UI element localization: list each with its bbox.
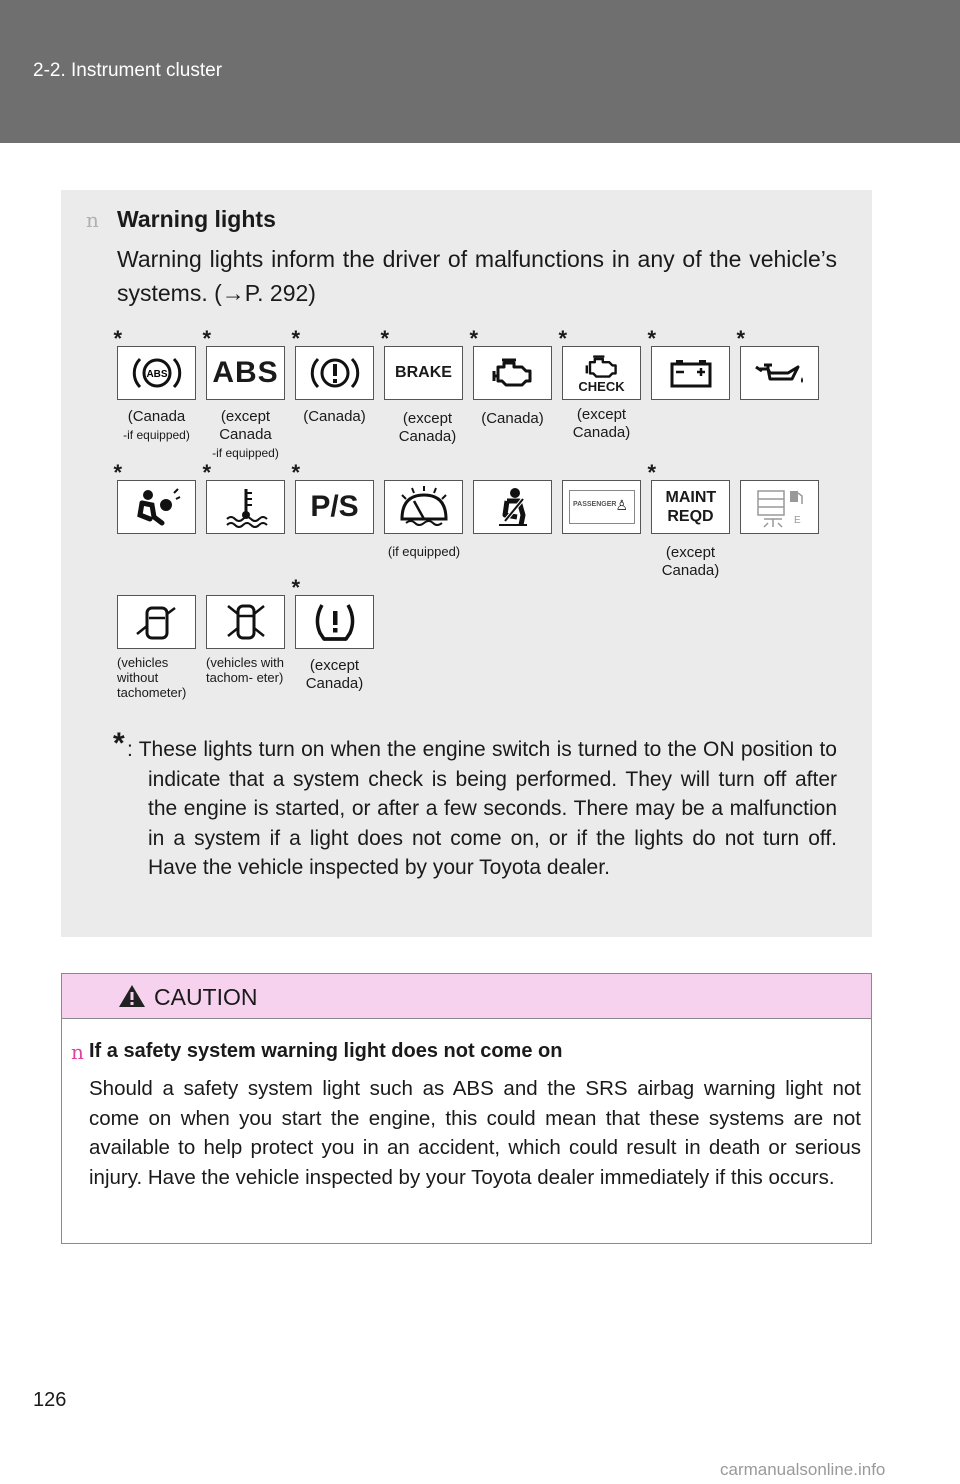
low-fuel-icon <box>752 485 808 529</box>
label-except-canada: (except Canada) <box>661 544 720 579</box>
bullet-marker: n <box>71 1040 84 1064</box>
warning-lights-heading: Warning lights <box>117 206 276 232</box>
caution-title: CAUTION <box>154 984 258 1010</box>
system-check-asterisk: * <box>469 326 478 351</box>
system-check-asterisk: * <box>736 326 745 351</box>
caution-subheading: If a safety system warning light does not come on <box>89 1040 563 1062</box>
label-canada: (Canada) <box>303 408 366 425</box>
label-if-equipped: -if equipped) <box>212 446 279 460</box>
system-check-asterisk: * <box>647 460 656 485</box>
system-check-asterisk: * <box>647 326 656 351</box>
brake-circle-icon <box>310 351 360 395</box>
label-except-canada: (except Canada) <box>572 406 631 441</box>
warning-lights-intro: Warning lights inform the driver of malfunctions in any of the vehicle’s systems. (→P. 292) <box>117 246 837 306</box>
system-check-asterisk: * <box>380 326 389 351</box>
system-check-asterisk: * <box>202 326 211 351</box>
brake-text-icon: BRAKE <box>395 364 452 381</box>
label-vehicles-without-tachometer: (vehicles without tachometer) <box>117 655 187 700</box>
label-except-canada: (except Canada <box>219 408 272 443</box>
label-except-canada: (except Canada) <box>398 410 457 445</box>
footnote-asterisk: * <box>113 727 125 760</box>
door-open-icon <box>129 600 185 644</box>
caution-header <box>62 974 871 1019</box>
label-canada: (Canada) <box>481 410 544 427</box>
warning-triangle-icon <box>118 984 146 1008</box>
system-check-asterisk: * <box>113 460 122 485</box>
engine-icon <box>488 353 538 393</box>
caution-body: Should a safety system light such as ABS and the SRS airbag warning light not come on when you start the engine, this could mean that these systems are not available to help protect you in an accident, which could result in death or serious injury. Have the vehicle inspected by your Toyota dealer immediately if this occurs. <box>89 1077 861 1189</box>
tire-pressure-icon <box>310 599 360 645</box>
seatbelt-icon <box>493 485 533 529</box>
footnote-text: : These lights turn on when the engine switch is turned to the ON position to indicate that a system check is being performed. They will turn off after the engine is started, or after a few seconds. There may be a malfunction in a system if a light does not come on, or if the lights do not turn off. Have the vehicle inspected by your Toyota dealer. <box>127 738 837 879</box>
system-check-asterisk: * <box>202 460 211 485</box>
warning-lights-panel <box>61 190 872 937</box>
seatbelt-icon: ♙ <box>615 497 628 513</box>
engine-check-icon <box>582 354 622 380</box>
abs-text-icon: ABS <box>212 356 279 389</box>
airbag-icon <box>132 485 182 529</box>
battery-icon <box>666 355 716 391</box>
system-check-asterisk: * <box>113 326 122 351</box>
label-if-equipped: -if equipped) <box>123 428 190 442</box>
label-except-canada: (except Canada) <box>305 657 364 692</box>
bullet-marker: n <box>86 208 99 232</box>
system-check-asterisk: * <box>291 460 300 485</box>
watermark: carmanualsonline.info <box>720 1460 886 1479</box>
caution-box <box>61 973 872 1244</box>
system-check-asterisk: * <box>558 326 567 351</box>
passenger-seatbelt-icon: PASSENGER <box>573 501 617 508</box>
coolant-temp-icon <box>221 485 271 529</box>
page-number: 126 <box>33 1389 67 1411</box>
label-if-equipped: (if equipped) <box>387 544 461 559</box>
abs-circle-icon <box>132 351 182 395</box>
power-steering-icon: P/S <box>310 490 359 523</box>
label-vehicles-with-tachometer: (vehicles with tachom- eter) <box>206 655 285 685</box>
svg-text:ABS: ABS <box>145 369 168 380</box>
label-canada: (Canada <box>127 408 186 425</box>
page-header <box>0 0 960 143</box>
svg-text:E: E <box>793 515 801 526</box>
oil-can-icon <box>752 355 808 391</box>
system-check-asterisk: * <box>291 575 300 600</box>
maint-reqd-icon: MAINT REQD <box>665 489 717 525</box>
section-title: 2-2. Instrument cluster <box>33 60 223 81</box>
washer-fluid-icon <box>396 485 452 529</box>
system-check-footnote <box>113 727 837 883</box>
system-check-asterisk: * <box>291 326 300 351</box>
check-label: CHECK <box>578 378 625 394</box>
door-open-tach-icon <box>218 600 274 644</box>
